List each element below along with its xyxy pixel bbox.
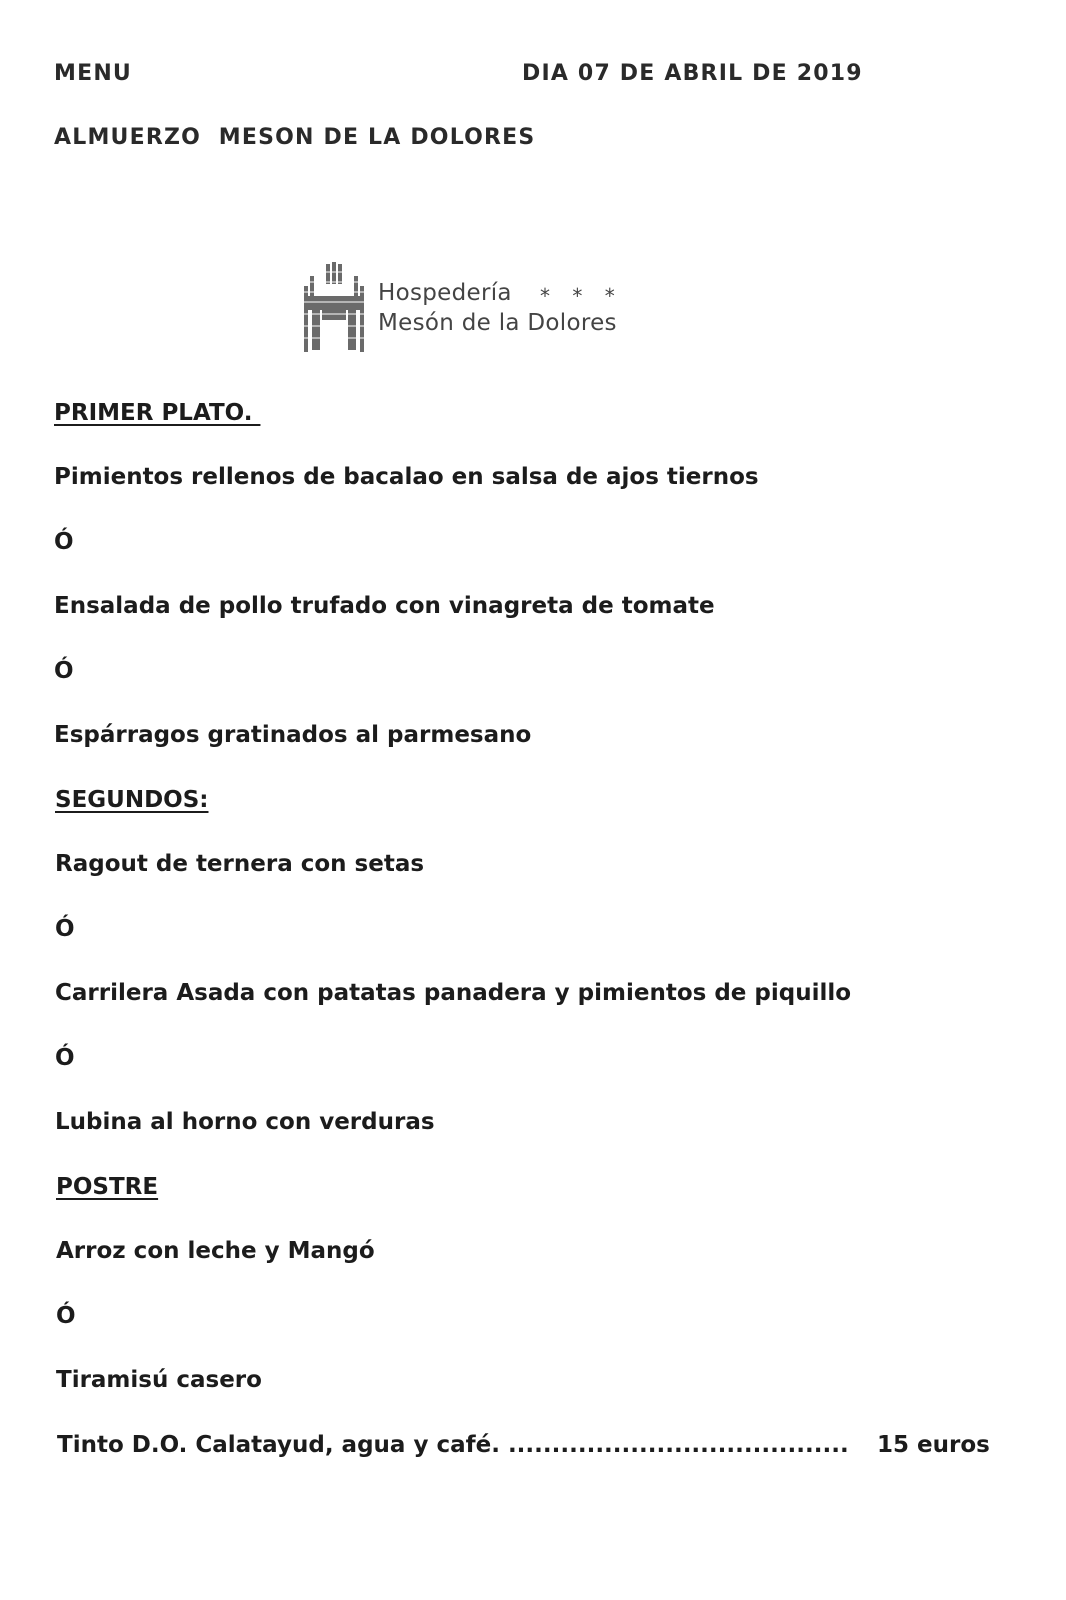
list-item: Espárragos gratinados al parmesano bbox=[54, 722, 532, 748]
logo-line-1: Hospedería bbox=[378, 280, 512, 306]
separator-o: Ó bbox=[54, 529, 74, 555]
menu-subtitle: ALMUERZO MESON DE LA DOLORES bbox=[54, 125, 536, 150]
section-segundos: SEGUNDOS: bbox=[55, 787, 209, 813]
logo-stars: * * * bbox=[540, 284, 623, 308]
list-item: Ensalada de pollo trufado con vinagreta de tomate bbox=[54, 593, 715, 619]
separator-o: Ó bbox=[54, 658, 74, 684]
list-item: Tiramisú casero bbox=[56, 1367, 262, 1393]
menu-label: MENU bbox=[54, 61, 132, 86]
section-postre: POSTRE bbox=[56, 1174, 159, 1200]
separator-o: Ó bbox=[55, 1045, 75, 1071]
drinks-line: Tinto D.O. Calatayud, agua y café. ....................................... bbox=[57, 1432, 849, 1458]
separator-o: Ó bbox=[56, 1303, 76, 1329]
list-item: Arroz con leche y Mangó bbox=[56, 1238, 375, 1264]
separator-o: Ó bbox=[55, 916, 75, 942]
castle-gate-icon bbox=[300, 262, 368, 354]
list-item: Pimientos rellenos de bacalao en salsa de ajos tiernos bbox=[54, 464, 759, 490]
list-item: Ragout de ternera con setas bbox=[55, 851, 425, 877]
logo-emblem bbox=[300, 262, 368, 354]
menu-date: DIA 07 DE ABRIL DE 2019 bbox=[522, 61, 863, 86]
list-item: Lubina al horno con verduras bbox=[55, 1109, 435, 1135]
price: 15 euros bbox=[877, 1432, 990, 1458]
logo-line-2: Mesón de la Dolores bbox=[378, 310, 617, 336]
list-item: Carrilera Asada con patatas panadera y pimientos de piquillo bbox=[55, 980, 852, 1006]
section-primer-plato: PRIMER PLATO. bbox=[54, 400, 261, 426]
